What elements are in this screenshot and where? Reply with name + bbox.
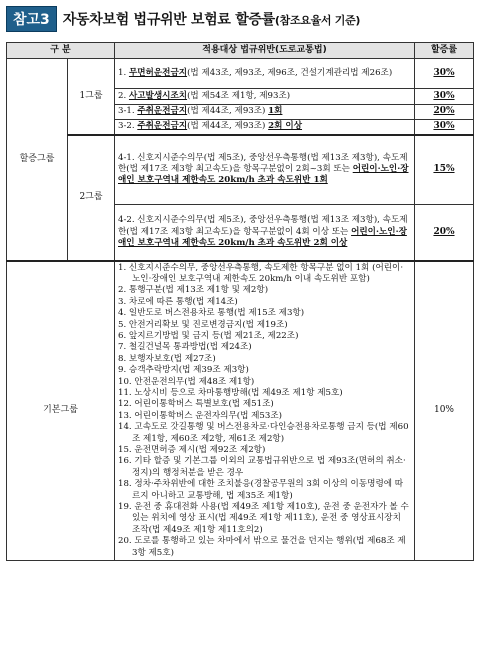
g1-rate-4: 30% — [415, 120, 474, 135]
basic-item: 16. 기타 할증 및 기본그룹 이외의 교통법규위반으로 법 제93조(면허의 취소·정지)의 행정처분을 받은 경우 — [118, 456, 406, 478]
g1-rate-3: 20% — [415, 105, 474, 120]
basic-item: 10. 안전운전의무(법 제48조 제1항) — [118, 376, 255, 387]
page-title — [63, 9, 360, 29]
basic-item: 5. 안전거리확보 및 진로변경금지(법 제19조) — [118, 319, 288, 330]
basic-item: 20. 도로를 통행하고 있는 차마에서 밖으로 물건을 던지는 행위(법 제68조 제3항 제5호) — [118, 536, 406, 558]
basic-item: 9. 승객추락방지(법 제39조 제3항) — [118, 365, 249, 376]
surcharge-group-label: 할증그룹 — [7, 59, 68, 261]
basic-item: 6. 앞지르기방법 및 금지 등(법 제21조, 제22조) — [118, 330, 299, 341]
basic-item: 18. 정차·주차위반에 대한 조치불응(경찰공무원의 3회 이상의 이동명령에 따르지 아니하고 교통방해, 법 제35조 제1항) — [118, 479, 404, 501]
reference-tag: 참고3 — [6, 6, 57, 32]
g1-item-1: 1. 무면허운전금지(법 제43조, 제93조, 제96조, 건설기계관리법 제26조) — [115, 59, 415, 89]
basic-item: 1. 신호지시준수의무, 중앙선우측통행, 속도제한 항목구분 없이 1회 (어린이·노인·장애인 보호구역내 제한속도 20km/h 이내 속도위반 포함) — [118, 262, 404, 284]
basic-rate: 10% — [415, 261, 474, 561]
basic-item: 3. 차로에 따른 통행(법 제14조) — [118, 296, 238, 307]
g1-rate-2: 30% — [415, 89, 474, 105]
title-bar — [6, 6, 360, 32]
group1-label: 1그룹 — [68, 59, 115, 135]
basic-item: 12. 어린이통학버스 특별보호(법 제51조) — [118, 399, 274, 410]
surcharge-table — [6, 42, 474, 561]
basic-item: 11. 노상시비 등으로 차마통행방해(법 제49조 제1항 제5호) — [118, 387, 343, 398]
basic-item: 4. 일반도로 버스전용차로 통행(법 제15조 제3항) — [118, 308, 305, 319]
basic-items — [115, 261, 415, 561]
header-target: 적용대상 법규위반(도로교통법) — [115, 43, 415, 59]
group2-label: 2그룹 — [68, 135, 115, 261]
basic-group-label: 기본그룹 — [7, 261, 115, 561]
header-category: 구 분 — [7, 43, 115, 59]
basic-item: 2. 통행구분(법 제13조 제1항 및 제2항) — [118, 285, 269, 296]
header-rate: 할증률 — [415, 43, 474, 59]
basic-item: 14. 고속도로 갓길통행 및 버스전용차로·다인승전용차로통행 금지 등(법 제60조 제1항, 제60조 제2항, 제61조 제2항) — [118, 422, 409, 444]
basic-item: 19. 운전 중 휴대전화 사용(법 제49조 제1항 제10호), 운전 중 운전자가 볼 수 있는 위치에 영상 표시(법 제49조 제1항 제11호), 운전 중 영상표시장치 조작(법 제49조 제1항 제11호의2) — [118, 502, 409, 535]
title-text: 자동차보험 법규위반 보험료 할증률 — [62, 12, 275, 28]
g1-item-3: 3-1. 주취운전금지(법 제44조, 제93조) 1회 — [115, 105, 415, 120]
g1-item-2: 2. 사고발생시조치(법 제54조 제1항, 제93조) — [115, 89, 415, 105]
g1-rate-1: 30% — [415, 59, 474, 89]
basic-item: 7. 철길건널목 통과방법(법 제24조) — [118, 342, 252, 353]
basic-item: 13. 어린이통학버스 운전자의무(법 제53조) — [118, 410, 283, 421]
g2-rate-1: 15% — [415, 135, 474, 205]
basic-item: 8. 보행자보호(법 제27조) — [118, 353, 216, 364]
g2-item-1: 4-1. 신호지시준수의무(법 제5조), 중앙선우측통행(법 제13조 제3항), 속도제한(법 제17조 제3항 최고속도)을 항목구분없이 2회~3회 또는 어린이·노인·장애인 보호구역내 제한속도 20km/h 초과 속도위반 1회 — [115, 135, 415, 205]
basic-item: 15. 운전면허증 제시(법 제92조 제2항) — [118, 445, 266, 455]
g2-rate-2: 20% — [415, 205, 474, 261]
g2-item-2: 4-2. 신호지시준수의무(법 제5조), 중앙선우측통행(법 제13조 제3항), 속도제한(법 제17조 제3항 최고속도)을 항목구분없이 4회 이상 또는 어린이·노인·장애인 보호구역내 제한속도 20km/h 초과 속도위반 2회 이상 — [115, 205, 415, 261]
g1-item-4: 3-2. 주취운전금지(법 제44조, 제93조) 2회 이상 — [115, 120, 415, 135]
title-subtitle: (참조요율서 기준) — [274, 14, 361, 27]
